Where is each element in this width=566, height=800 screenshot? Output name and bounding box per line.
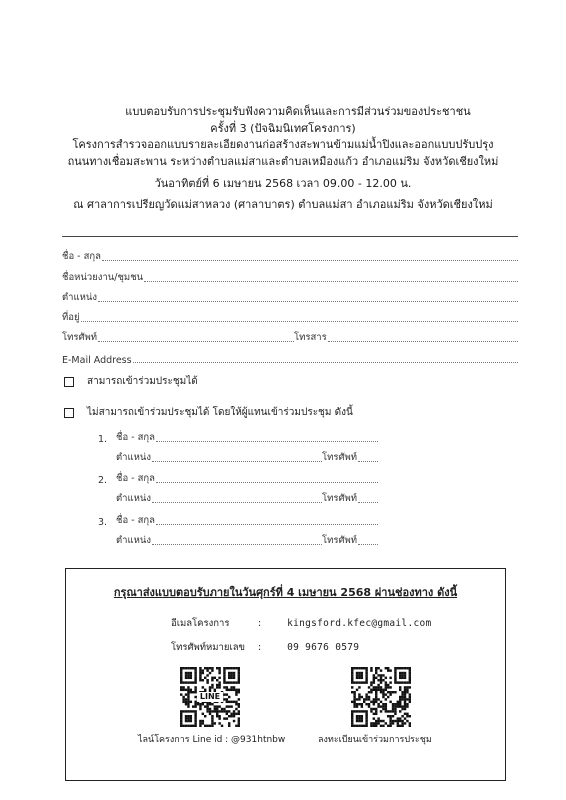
- rep-phone-field[interactable]: [358, 543, 378, 545]
- rep-number: 3.: [98, 516, 108, 528]
- project-email-label: อีเมลโครงการ: [171, 618, 230, 629]
- form-header: [20, 104, 546, 213]
- attendee-form: [62, 244, 518, 425]
- phone-field[interactable]: [98, 340, 294, 342]
- rep-position-row: [98, 528, 378, 549]
- rep-name-row: [98, 424, 378, 445]
- project-phone-number[interactable]: 09 9676 0579: [287, 642, 360, 653]
- email-row: [62, 345, 518, 365]
- email-label: E-Mail Address: [62, 354, 132, 366]
- phone-fax-row: [62, 325, 518, 345]
- rep-phone-field[interactable]: [358, 501, 378, 503]
- org-label: ชื่อหน่วยงาน/ชุมชน: [62, 271, 144, 283]
- fax-field[interactable]: [328, 340, 518, 342]
- rep-name-row: [98, 465, 378, 486]
- representative-1: [98, 424, 378, 465]
- org-row: [62, 264, 518, 284]
- rep-name-label: ชื่อ - สกุล: [116, 472, 155, 484]
- rep-name-label: ชื่อ - สกุล: [116, 514, 155, 526]
- colon: :: [258, 618, 262, 629]
- name-field[interactable]: [102, 259, 518, 261]
- not-attend-option: [62, 401, 518, 425]
- rep-number: 1.: [98, 433, 108, 445]
- line-qr-code-icon[interactable]: [180, 667, 240, 727]
- submission-info-box: [65, 568, 506, 781]
- rep-name-row: [98, 507, 378, 528]
- not-attend-checkbox[interactable]: [64, 408, 74, 418]
- rep-phone-label: โทรศัพท์: [322, 493, 358, 504]
- rep-phone-label: โทรศัพท์: [322, 452, 358, 463]
- email-contact-row: [171, 616, 432, 631]
- attend-label: สามารถเข้าร่วมประชุมได้: [87, 376, 198, 388]
- rep-phone-field[interactable]: [358, 460, 378, 462]
- address-row: [62, 305, 518, 325]
- org-field[interactable]: [144, 280, 518, 282]
- project-email-link[interactable]: kingsford.kfec@gmail.com: [287, 618, 432, 629]
- form-subtitle: ครั้งที่ 3 (ปัจฉิมนิเทศโครงการ): [210, 121, 356, 135]
- rep-name-label: ชื่อ - สกุล: [116, 431, 155, 443]
- submission-deadline: กรุณาส่งแบบตอบรับภายในวันศุกร์ที่ 4 เมษายน 2568 ผ่านช่องทาง ดังนี้: [113, 586, 458, 599]
- representative-2: [98, 465, 378, 506]
- rep-position-label: ตำแหน่ง: [116, 535, 152, 546]
- name-row: [62, 244, 518, 264]
- attend-option: [62, 370, 518, 394]
- rep-position-label: ตำแหน่ง: [116, 452, 152, 463]
- meeting-datetime: วันอาทิตย์ที่ 6 เมษายน 2568 เวลา 09.00 - 12.00 น.: [154, 177, 412, 190]
- rep-position-row: [98, 486, 378, 507]
- representative-3: [98, 507, 378, 548]
- rep-name-field[interactable]: [156, 523, 378, 525]
- colon: :: [258, 642, 262, 653]
- registration-qr-code-icon[interactable]: [351, 667, 411, 727]
- project-name-line-2: ถนนทางเชื่อมสะพาน ระหว่างตำบลแม่สาและตำบลเหมืองแก้ว อำเภอแม่ริม จังหวัดเชียงใหม่: [67, 154, 499, 168]
- rep-phone-label: โทรศัพท์: [322, 535, 358, 546]
- email-field[interactable]: [133, 361, 518, 363]
- name-label: ชื่อ - สกุล: [62, 251, 101, 263]
- attend-checkbox[interactable]: [64, 377, 74, 387]
- header-divider: [62, 236, 518, 237]
- form-title: แบบตอบรับการประชุมรับฟังความคิดเห็นและการมีส่วนร่วมของประชาชน: [125, 105, 471, 118]
- phone-label: โทรศัพท์: [62, 332, 98, 344]
- address-field[interactable]: [81, 320, 518, 322]
- line-logo: LINE: [197, 692, 223, 702]
- position-field[interactable]: [98, 300, 518, 302]
- meeting-venue: ณ ศาลาการเปรียญวัดแม่สาหลวง (ศาลาบาตร) ตำบลแม่สา อำเภอแม่ริม จังหวัดเชียงใหม่: [73, 197, 493, 211]
- rep-position-field[interactable]: [152, 460, 322, 462]
- not-attend-label: ไม่สามารถเข้าร่วมประชุมได้ โดยให้ผู้แทนเข้าร่วมประชุม ดังนี้: [87, 407, 353, 419]
- rep-position-row: [98, 445, 378, 466]
- rep-position-label: ตำแหน่ง: [116, 493, 152, 504]
- rep-name-field[interactable]: [156, 440, 378, 442]
- project-phone-label: โทรศัพท์หมายเลข: [171, 642, 246, 653]
- project-name-line-1: โครงการสำรวจออกแบบรายละเอียดงานก่อสร้างสะพานข้ามแม่น้ำปิงและออกแบบปรับปรุง: [72, 138, 494, 151]
- position-label: ตำแหน่ง: [62, 291, 98, 303]
- registration-caption: ลงทะเบียนเข้าร่วมการประชุม: [318, 735, 432, 745]
- rep-number: 2.: [98, 474, 108, 486]
- position-row: [62, 285, 518, 305]
- address-label: ที่อยู่: [62, 312, 80, 324]
- rep-name-field[interactable]: [156, 481, 378, 483]
- phone-contact-row: [171, 640, 359, 655]
- rep-position-field[interactable]: [152, 501, 322, 503]
- fax-label: โทรสาร: [294, 332, 327, 344]
- rep-position-field[interactable]: [152, 543, 322, 545]
- line-id-caption: ไลน์โครงการ Line id : @931htnbw: [138, 735, 286, 745]
